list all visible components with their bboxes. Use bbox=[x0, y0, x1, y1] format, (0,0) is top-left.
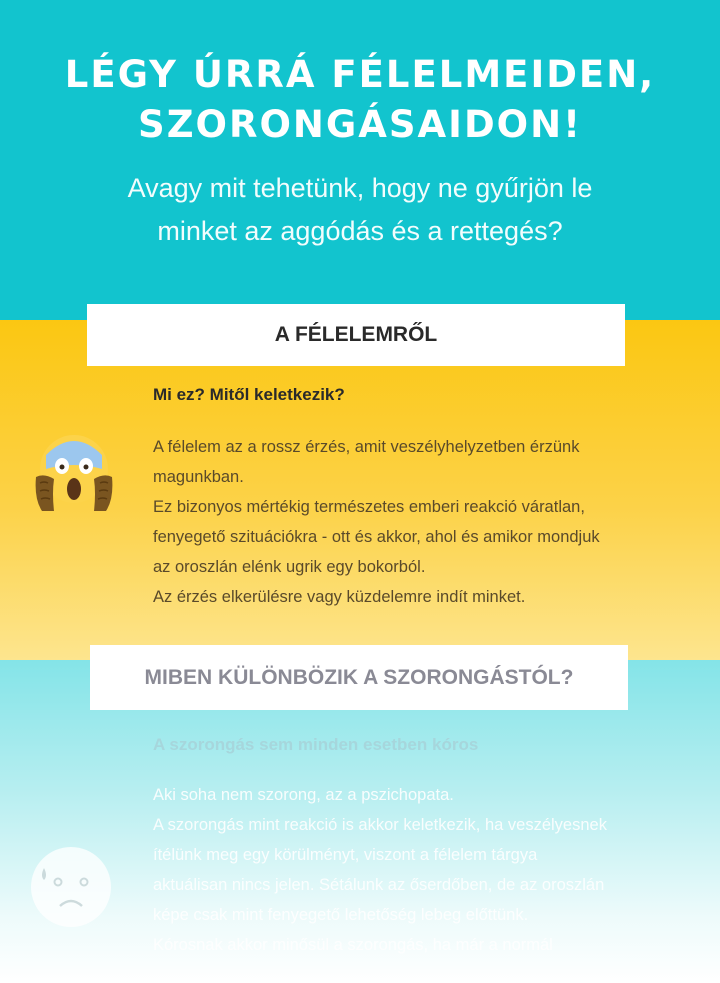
text-line: A szorongás mint reakció is akkor keletkezik, ha veszélyesnek bbox=[153, 816, 607, 834]
header-band bbox=[0, 0, 720, 320]
page-subtitle bbox=[60, 167, 660, 253]
section-heading-fear: A FÉLELEMRŐL bbox=[87, 304, 625, 366]
section-heading-anxiety: MIBEN KÜLÖNBÖZIK A SZORONGÁSTÓL? bbox=[90, 645, 628, 710]
text-line: Az érzés elkerülésre vagy küzdelemre indít minket. bbox=[153, 588, 526, 606]
text-line: Ez bizonyos mértékig természetes emberi reakció váratlan, bbox=[153, 498, 585, 516]
subtitle-line-2: minket az aggódás és a rettegés? bbox=[157, 216, 563, 246]
section-text-fear bbox=[153, 432, 698, 612]
text-line: fenyegető szituációkra - ott és akkor, ahol és amikor mondjuk bbox=[153, 528, 600, 546]
text-line: az oroszlán elénk ugrik egy bokorból. bbox=[153, 558, 426, 576]
page-title bbox=[0, 50, 720, 150]
section-text-anxiety bbox=[153, 780, 698, 960]
title-line-1: LÉGY ÚRRÁ FÉLELMEIDEN, bbox=[64, 53, 656, 96]
text-line: Kórosnak akkor minősül a szorongás, ha már a normál bbox=[153, 936, 553, 954]
section-question-fear: Mi ez? Mitől keletkezik? bbox=[153, 385, 345, 404]
anxious-face-icon bbox=[30, 846, 112, 928]
subtitle-line-1: Avagy mit tehetünk, hogy ne gyűrjön le bbox=[127, 173, 593, 203]
section-question-anxiety: A szorongás sem minden esetben kóros bbox=[153, 735, 479, 754]
text-line: A félelem az a rossz érzés, amit veszélyhelyzetben érzünk bbox=[153, 438, 580, 456]
text-line: magunkban. bbox=[153, 468, 244, 486]
screaming-face-icon bbox=[34, 433, 114, 515]
title-line-2: SZORONGÁSAIDON! bbox=[138, 103, 582, 146]
text-line: aktuálisan nincs jelen. Sétálunk az őserdőben, de az oroszlán bbox=[153, 876, 605, 894]
text-line: ítélünk meg egy körülményt, viszont a félelem tárgya bbox=[153, 846, 538, 864]
text-line: Aki soha nem szorong, az a pszichopata. bbox=[153, 786, 454, 804]
text-line: képe csak mint fenyegető lehetőség lebeg előttünk. bbox=[153, 906, 529, 924]
